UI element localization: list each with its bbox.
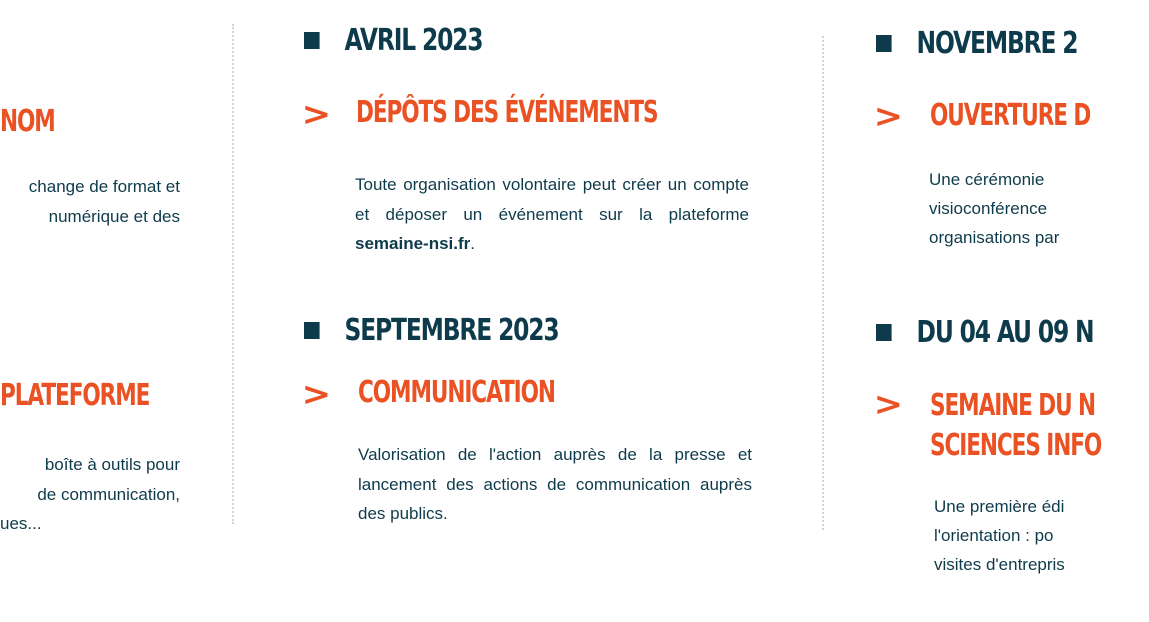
section-title: DÉPÔTS DES ÉVÉNEMENTS [356,95,658,130]
desc-text: . [470,234,475,253]
desc-text: Une cérémonie [929,170,1045,189]
desc-line: l'orientation : po [934,526,1054,545]
section-description [929,165,1149,252]
title-line: SCIENCES INFO [930,428,1102,463]
square-bullet-icon [876,324,892,341]
section-description [934,492,1065,579]
chevron-right-icon: > [873,97,904,135]
column-divider-right [822,36,824,530]
desc-text: Toute organisation volontaire peut créer un compte et déposer un événement sur la plateforme [355,175,749,224]
left-section-title-1: NOM [0,104,55,139]
timeline-date [876,23,1077,63]
timeline-date [304,20,482,60]
column-divider-left [232,24,234,524]
square-bullet-icon [304,32,320,49]
chevron-right-icon: > [873,385,904,423]
section-title: COMMUNICATION [358,375,555,410]
desc-line: ues... [0,514,42,533]
timeline-date [304,310,559,350]
desc-line [929,165,1149,194]
date-label: DU 04 AU 09 N [916,314,1094,350]
desc-line: change de format et [28,177,180,196]
section-title [930,386,1101,466]
timeline-date [876,312,1093,352]
square-bullet-icon [876,35,892,52]
section-description: Valorisation de l'action auprès de la presse et lancement des actions de communication auprès des publics. [358,445,752,523]
left-section-desc-1 [0,172,180,231]
left-section-title-2: PLATEFORME [0,378,150,413]
desc-line: visioconférence [929,199,1048,218]
left-section-desc-2 [0,450,180,539]
link-text: semaine-nsi.fr [355,234,471,253]
chevron-right-icon: > [301,95,332,133]
desc-line: numérique et des [48,206,180,226]
date-label: NOVEMBRE 2 [916,25,1078,61]
title-line: SEMAINE DU N [930,388,1096,423]
desc-line: boîte à outils pour [44,455,180,474]
square-bullet-icon [304,322,320,339]
section-title: OUVERTURE D [930,98,1091,133]
chevron-right-icon: > [301,375,332,413]
desc-line: Une première édi [934,497,1065,516]
date-label: AVRIL 2023 [344,22,483,58]
desc-line: visites d'entrepris [934,555,1065,574]
desc-line: de communication, [37,484,180,504]
section-description [355,170,749,259]
desc-line: organisations par [929,228,1060,247]
date-label: SEPTEMBRE 2023 [344,312,559,348]
